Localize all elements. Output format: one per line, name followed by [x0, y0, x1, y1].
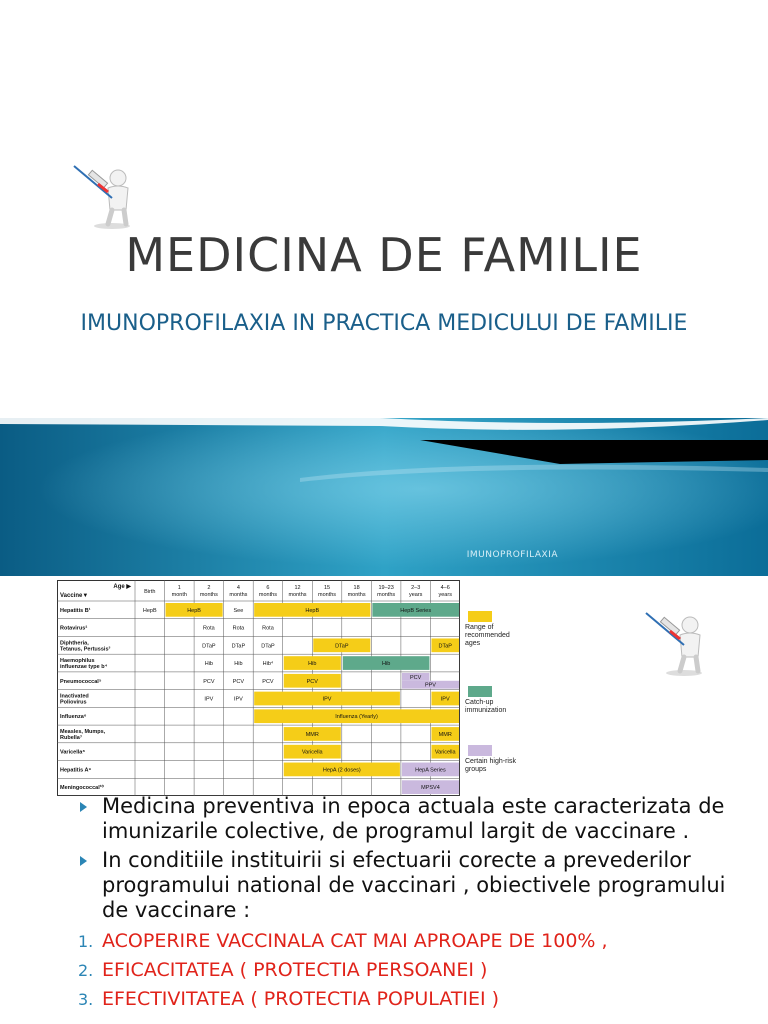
age-header-8: 19–23 — [378, 585, 394, 591]
age-header-4: 6 — [266, 585, 270, 591]
item-number: 1. — [78, 932, 94, 951]
schedule-bar-label-13: MMR — [305, 731, 319, 738]
vaccine-label-4: Pneumococcal⁵ — [60, 678, 102, 685]
schedule-bar-label-5: Hib — [308, 661, 317, 668]
vaccine-label-8: Varicella⁸ — [60, 749, 85, 756]
cell-text-12: PCV — [232, 678, 245, 685]
corner-vaccine-label: Vaccine▼ — [60, 593, 89, 599]
legend-label-purple: Certain high-risk groups — [465, 758, 516, 773]
cell-text-4: Rota — [262, 625, 274, 632]
age-header-unit-10: years — [438, 592, 452, 598]
vaccine-label-0: Hepatitis B¹ — [60, 607, 91, 614]
age-header-unit-6: months — [318, 592, 337, 598]
schedule-bar-label-14: MMR — [438, 731, 452, 738]
cell-text-10: Hib⁴ — [262, 661, 274, 668]
vaccine-label-3: Haemophilus — [60, 658, 95, 665]
item-text: ACOPERIRE VACCINALA CAT MAI APROAPE DE 100% , — [102, 930, 608, 952]
syringe-figure-icon — [68, 158, 140, 230]
slide-subtitle: IMUNOPROFILAXIA IN PRACTICA MEDICULUI DE FAMILIE — [80, 311, 688, 336]
vaccine-label-6: Influenza⁶ — [60, 714, 87, 721]
cell-text-15: IPV — [233, 696, 243, 703]
age-header-unit-9: years — [408, 592, 423, 598]
vaccine-label-5: Inactivated — [60, 693, 89, 700]
legend-swatch-yellow — [468, 611, 492, 622]
cell-text-1: See — [233, 607, 244, 614]
schedule-bar-label-16: Varicella — [434, 749, 456, 756]
schedule-bar-label-3: DTaP — [335, 643, 349, 650]
item-number: 3. — [78, 990, 94, 1009]
syringe-figure-icon-right — [640, 605, 712, 677]
numbered-item — [76, 956, 736, 985]
body-content — [76, 794, 736, 1014]
schedule-bar-label-1: HepB — [305, 607, 320, 614]
vaccine-label-2-b: Tetanus, Pertussis³ — [60, 646, 111, 653]
cell-text-13: PCV — [262, 678, 274, 685]
cell-text-0: HepB — [142, 607, 157, 614]
cell-text-2: Rota — [203, 625, 215, 632]
cell-text-9: Hib — [234, 661, 243, 668]
bullet-text: Medicina preventiva in epoca actuala este caracterizata de imunizarile colective, de programul largit de vaccinare . — [102, 794, 725, 843]
cell-text-8: Hib — [204, 661, 213, 668]
legend-label-green: Catch-up immunization — [465, 699, 507, 714]
vaccine-label-7: Measles, Mumps, — [60, 728, 106, 735]
legend-swatch-purple — [468, 745, 492, 756]
schedule-bar-label-7: PCV — [306, 678, 318, 685]
vaccination-schedule-table — [57, 580, 460, 796]
age-header-5: 12 — [294, 585, 301, 591]
age-header-6: 15 — [323, 585, 331, 591]
schedule-bar-label-11: IPV — [440, 696, 450, 703]
cell-text-5: DTaP — [202, 643, 216, 650]
age-header-unit-1: month — [171, 592, 187, 598]
age-header-unit-5: months — [288, 592, 307, 598]
age-header-0: Birth — [144, 589, 156, 595]
age-header-unit-8: months — [377, 592, 396, 598]
schedule-bar-label-19: MPSV4 — [421, 785, 440, 792]
item-text: EFICACITATEA ( PROTECTIA PERSOANEI ) — [102, 959, 488, 981]
schedule-bar-label-6: Hib — [382, 661, 391, 668]
schedule-bar-label-9: PPV — [424, 682, 436, 689]
cell-text-14: IPV — [204, 696, 214, 703]
age-header-7: 18 — [353, 585, 360, 591]
slide-title: MEDICINA DE FAMILIE — [125, 228, 643, 282]
schedule-bar-label-18: HepA Series — [415, 767, 446, 774]
age-header-10: 4–6 — [440, 585, 450, 591]
schedule-bar-label-4: DTaP — [438, 643, 452, 650]
schedule-bar-label-8: PCV — [410, 674, 422, 681]
bullet-item — [76, 794, 736, 844]
vaccine-label-10: Meningococcal¹⁰ — [60, 785, 104, 792]
cell-text-6: DTaP — [231, 643, 246, 650]
bullet-arrow-icon — [80, 802, 87, 812]
cell-text-3: Rota — [232, 625, 245, 632]
schedule-bar-label-2: HepB Series — [400, 607, 432, 614]
schedule-bar-label-0: HepB — [187, 607, 201, 614]
age-header-unit-3: months — [229, 592, 248, 598]
schedule-bar-label-10: IPV — [322, 696, 332, 703]
age-header-unit-4: months — [258, 592, 277, 598]
vaccine-label-2: Diphtheria, — [60, 640, 89, 647]
legend-label-yellow: Range of recommended ages — [465, 624, 510, 647]
item-number: 2. — [78, 961, 94, 980]
numbered-item — [76, 985, 736, 1014]
corner-age-label: Age ▶ — [113, 584, 131, 590]
age-header-3: 4 — [236, 585, 240, 591]
bullet-text: In conditiile instituirii si efectuarii corecte a prevederilor programului national de vaccinari , obiectivele programului de vaccinare : — [102, 848, 726, 922]
age-header-unit-2: months — [199, 592, 218, 598]
schedule-bar-label-12: Influenza (Yearly) — [335, 714, 378, 721]
cell-text-11: PCV — [203, 678, 215, 685]
vaccine-label-3-b: influenzae type b⁴ — [60, 664, 108, 671]
vaccine-label-5-b: Poliovirus — [60, 699, 87, 706]
bullet-arrow-icon — [80, 856, 87, 866]
vaccine-label-1: Rotavirus² — [60, 625, 88, 632]
vaccine-label-9: Hepatitis A⁹ — [60, 767, 92, 774]
footer-label: IMUNOPROFILAXIA — [466, 550, 558, 560]
vaccine-label-7-b: Rubella⁷ — [60, 734, 83, 741]
numbered-item — [76, 927, 736, 956]
age-header-1: 1 — [177, 585, 181, 591]
schedule-bar-label-17: HepA (2 doses) — [322, 767, 361, 774]
item-text: EFECTIVITATEA ( PROTECTIA POPULATIEI ) — [102, 988, 500, 1010]
bullet-item — [76, 848, 736, 923]
cell-text-7: DTaP — [261, 643, 275, 650]
legend-swatch-green — [468, 686, 492, 697]
age-header-unit-7: months — [347, 592, 366, 598]
age-header-9: 2–3 — [411, 585, 421, 591]
age-header-2: 2 — [207, 585, 211, 591]
schedule-bar-label-15: Varicella — [301, 749, 323, 756]
